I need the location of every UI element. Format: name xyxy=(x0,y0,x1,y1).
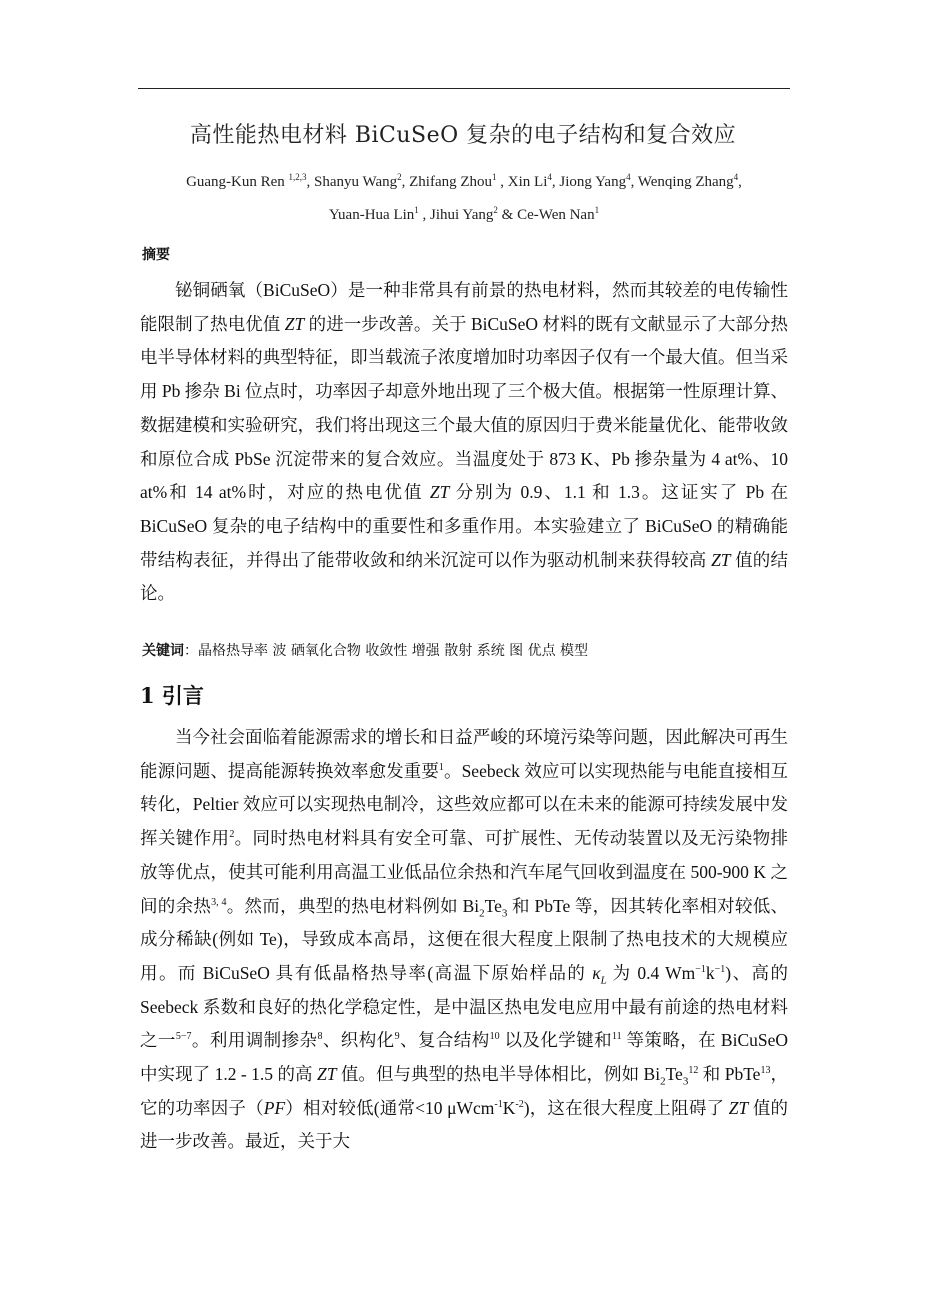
citation-superscript: 1 xyxy=(438,761,444,773)
author-line-1 xyxy=(138,172,790,191)
citation-superscript: 10 xyxy=(489,1031,500,1043)
intro-paragraph xyxy=(140,721,788,1159)
text-run: 值。但与典型的热电半导体相比，例如 Bi xyxy=(336,1064,661,1085)
subscript: 3 xyxy=(501,907,508,920)
text-run: 和 PbTe 等，因其转化率相对较低、成分稀缺(例如 Te)，导致成本高昂，这便在很大程度上限制了热电技术的大规模应用。而 BiCuSeO 具有低晶格热导率(高温下原始样品的 xyxy=(140,895,789,983)
citation-superscript: 5−7 xyxy=(175,1031,192,1043)
section-heading: 1 引言 xyxy=(140,683,204,708)
subscript: 2 xyxy=(660,1075,666,1088)
author-name: Yuan-Hua Lin xyxy=(328,207,415,223)
text-run: )、高的 Seebeck 系数和良好的热化学稳定性，是中温区热电发电应用中最有前途的热电材料之一 xyxy=(140,962,789,1051)
text-run: 。Seebeck 效应可以实现热能与电能直接相互转化，Peltier 效应可以实现热电制冷，这些效应都可以在未来的能源可持续发展中发挥关键作用 xyxy=(140,760,788,849)
text-run: 以及化学键和 xyxy=(499,1030,613,1051)
text-run: 当今社会面临着能源需求的增长和日益严峻的环境污染等问题，因此解决可再生能源问题、提高能源转换效率愈发重要 xyxy=(140,727,788,781)
author-name: , Jiong Yang xyxy=(551,174,627,190)
author-name: , Wenqing Zhang xyxy=(630,174,734,190)
citation-superscript: 9 xyxy=(394,1031,400,1043)
author-separator: , xyxy=(738,174,742,190)
citation-superscript: -1 xyxy=(494,1098,503,1110)
keywords-label: 关键词 xyxy=(142,643,184,659)
text-run: 。利用调制掺杂 xyxy=(191,1030,318,1051)
italic-symbol: κ xyxy=(592,962,601,983)
zt-symbol: ZT xyxy=(284,313,305,334)
abstract-label: 摘要 xyxy=(142,247,170,263)
subscript: 2 xyxy=(479,907,485,920)
citation-superscript: 12 xyxy=(688,1065,699,1077)
text-run: 等策略，在 BiCuSeO 中实现了 1.2 - 1.5 的高 xyxy=(140,1030,789,1085)
text-run: 、复合结构 xyxy=(399,1030,490,1051)
citation-superscript: 3, 4 xyxy=(211,896,227,908)
paper-title: 高性能热电材料 BiCuSeO 复杂的电子结构和复合效应 xyxy=(189,123,737,148)
author-name: Guang-Kun Ren xyxy=(186,174,289,190)
citation-superscript: −1 xyxy=(714,964,726,976)
author-name: & Ce-Wen Nan xyxy=(497,207,595,223)
italic-symbol: PF xyxy=(263,1097,286,1118)
italic-symbol: ZT xyxy=(728,1097,749,1118)
italic-symbol: ZT xyxy=(316,1064,337,1085)
text-run: 。然而，典型的热电材料例如 Bi xyxy=(226,895,480,916)
affiliation-mark: 1,2,3 xyxy=(288,172,307,182)
author-name: , Jihui Yang xyxy=(418,207,494,223)
citation-superscript: 11 xyxy=(612,1031,622,1043)
text-run: ）相对较低(通常<10 μWcm xyxy=(285,1097,495,1118)
keywords-line xyxy=(142,640,588,660)
affiliation-mark: 4 xyxy=(733,172,739,182)
author-name: , Zhifang Zhou xyxy=(401,174,493,190)
text-run: Te xyxy=(665,1064,683,1085)
subscript: 3 xyxy=(682,1075,689,1088)
affiliation-mark: 2 xyxy=(493,205,498,215)
affiliation-mark: 4 xyxy=(547,172,552,182)
affiliation-mark: 4 xyxy=(626,172,631,182)
text-run: ，它的功率因子（ xyxy=(140,1064,788,1118)
citation-superscript: 13 xyxy=(760,1065,771,1077)
text-run: K xyxy=(502,1097,516,1118)
author-line-2 xyxy=(138,205,790,224)
text-run: )，这在很大程度上阻碍了 xyxy=(523,1097,729,1118)
affiliation-mark: 1 xyxy=(594,205,600,215)
text-run: 和 PbTe xyxy=(698,1064,761,1085)
author-name: , Xin Li xyxy=(496,174,548,190)
abstract-paragraph: 铋铜硒氧（BiCuSeO）是一种非常具有前景的热电材料，然而其较差的电传输性能限制了热电优值 ZT 的进一步改善。关于 BiCuSeO 材料的既有文献显示了大部分热电半导体材料的典型特征，即当载流子浓度增加时功率因子仅有一个最大值。但当采用 Pb 掺杂 Bi 位点时，功率因子却意外地出现了三个极大值。根据第一性原理计算、数据建模和实验研究，我们将出现这三个最大值的原因归于费米能量优化、能带收敛和原位合成 PbSe 沉淀带来的复合效应。当温度处于 873 K、Pb 掺杂量为 4 at%、10 at%和 14 at%时，对应的热电优值 ZT 分别为 0.9、1.1 和 1.3。这证实了 Pb 在 BiCuSeO 复杂的电子结构中的重要性和多重作用。本实验建立了 BiCuSeO 的精确能带结构表征，并得出了能带收敛和纳米沉淀可以作为驱动机制来获得较高 ZT 值的结论。 xyxy=(140,280,789,604)
keywords-list: ：晶格热导率 波 硒氧化合物 收敛性 增强 散射 系统 图 优点 模型 xyxy=(184,643,589,659)
affiliation-mark: 2 xyxy=(397,172,402,182)
text-run: Te xyxy=(484,895,502,916)
author-name: , Shanyu Wang xyxy=(306,174,398,190)
citation-superscript: 8 xyxy=(317,1031,323,1043)
header-rule xyxy=(138,88,790,89)
text-run: k xyxy=(705,962,715,983)
text-run: 、织构化 xyxy=(322,1030,395,1051)
affiliation-mark: 1 xyxy=(414,205,419,215)
affiliation-mark: 1 xyxy=(492,172,497,182)
italic-subscript: L xyxy=(600,974,607,987)
citation-superscript: −1 xyxy=(695,964,706,976)
citation-superscript: -2 xyxy=(515,1098,524,1110)
zt-symbol: ZT xyxy=(711,549,731,570)
citation-superscript: 2 xyxy=(229,829,235,841)
text-run: 值的进一步改善。最近，关于大 xyxy=(140,1097,789,1152)
zt-symbol: ZT xyxy=(429,482,450,503)
text-run: 。同时热电材料具有安全可靠、可扩展性、无传动装置以及无污染物排放等优点，使其可能利用高温工业低品位余热和汽车尾气回收到温度在 500-900 K 之间的余热 xyxy=(140,828,789,916)
text-run: 为 0.4 Wm xyxy=(606,962,696,983)
